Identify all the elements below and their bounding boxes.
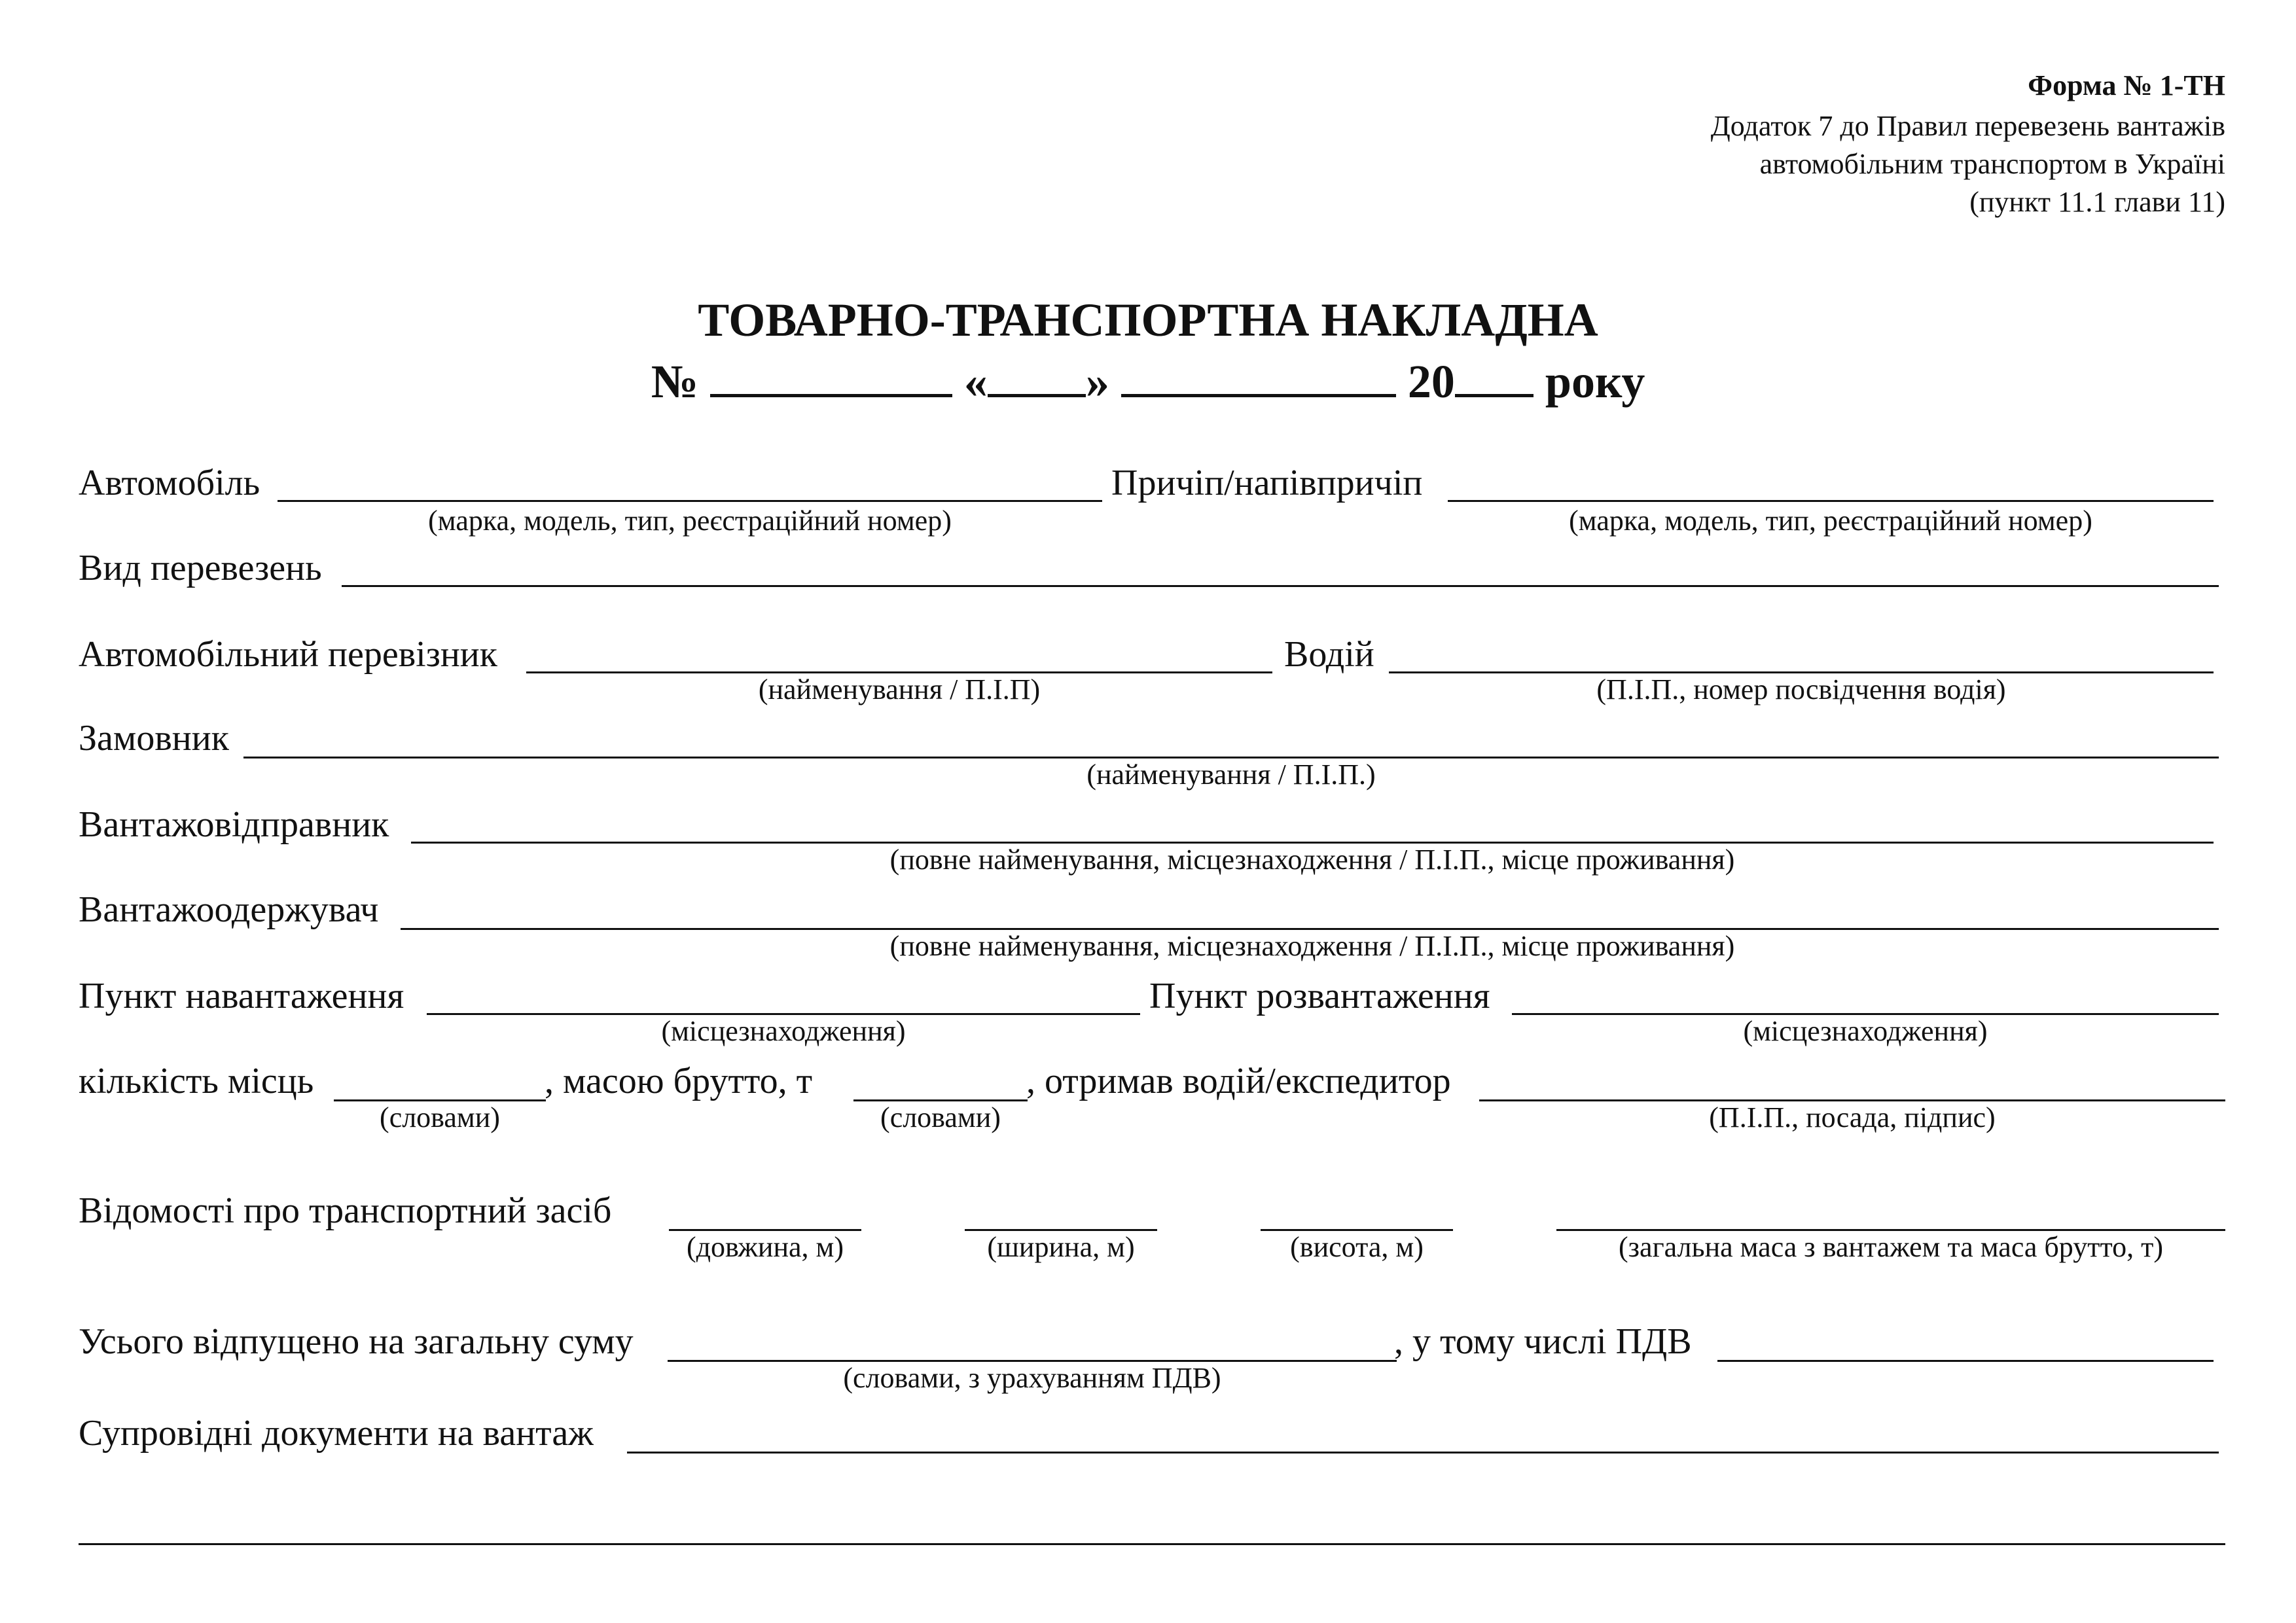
document-title: ТОВАРНО-ТРАНСПОРТНА НАКЛАДНА [698, 294, 1598, 346]
documents-extra-line[interactable] [79, 1543, 2225, 1545]
received-by-caption: (П.І.П., посада, підпис) [1709, 1101, 1996, 1133]
trailer-field[interactable] [1448, 500, 2214, 502]
documents-label: Супровідні документи на вантаж [79, 1413, 594, 1454]
consignee-caption: (повне найменування, місцезнаходження / П.І.П., місце проживання) [889, 930, 1735, 962]
carrier-label: Автомобільний перевізник [79, 634, 497, 675]
vehicle-height-caption: (висота, м) [1290, 1231, 1424, 1263]
vat-field[interactable] [1717, 1360, 2214, 1362]
carrier-caption: (найменування / П.І.П) [758, 673, 1041, 705]
vehicle-mass-caption: (загальна маса з вантажем та маса брутто, т) [1619, 1231, 2163, 1263]
vehicle-width-caption: (ширина, м) [987, 1231, 1135, 1263]
document-number-field[interactable] [710, 353, 952, 397]
trailer-label: Причіп/напівпричіп [1111, 463, 1423, 503]
unloading-point-label: Пункт розвантаження [1149, 976, 1490, 1016]
number-sign: № [651, 355, 698, 408]
month-field[interactable] [1121, 353, 1396, 397]
vehicle-label: Автомобіль [79, 463, 260, 503]
received-by-label: , отримав водій/експедитор [1026, 1061, 1451, 1101]
shipper-label: Вантажовідправник [79, 804, 389, 845]
appendix-line-3: (пункт 11.1 глави 11) [1969, 186, 2225, 218]
year-field[interactable] [1455, 353, 1534, 397]
total-sum-label: Усього відпущено на загальну суму [79, 1321, 634, 1362]
vehicle-info-label: Відомості про транспортний засіб [79, 1190, 612, 1231]
transport-type-label: Вид перевезень [79, 548, 322, 588]
document-number-line [0, 353, 2296, 410]
customer-label: Замовник [79, 718, 229, 758]
quote-open: « [963, 355, 988, 408]
loading-point-label: Пункт навантаження [79, 976, 404, 1016]
gross-weight-caption: (словами) [880, 1101, 1001, 1133]
unloading-point-caption: (місцезнаходження) [1743, 1015, 1988, 1047]
vat-label: , у тому числі ПДВ [1394, 1321, 1692, 1362]
quote-close: » [1085, 355, 1109, 408]
driver-caption: (П.І.П., номер посвідчення водія) [1596, 673, 2006, 705]
form-number: Форма № 1-ТН [2028, 69, 2225, 101]
places-count-label: кількість місць [79, 1061, 314, 1101]
customer-caption: (найменування / П.І.П.) [1086, 758, 1376, 791]
shipper-caption: (повне найменування, місцезнаходження / П.І.П., місце проживання) [889, 844, 1735, 876]
year-suffix: року [1545, 355, 1645, 408]
driver-label: Водій [1284, 634, 1374, 675]
loading-point-caption: (місцезнаходження) [661, 1015, 906, 1047]
vehicle-length-caption: (довжина, м) [686, 1231, 844, 1263]
transport-type-field[interactable] [342, 585, 2219, 587]
documents-field[interactable] [627, 1452, 2219, 1454]
appendix-line-2: автомобільним транспортом в Україні [1759, 148, 2225, 180]
vehicle-field[interactable] [278, 500, 1102, 502]
year-prefix: 20 [1407, 355, 1455, 408]
places-count-caption: (словами) [380, 1101, 500, 1133]
gross-weight-label: , масою брутто, т [545, 1061, 813, 1101]
trailer-caption: (марка, модель, тип, реєстраційний номер) [1569, 505, 2092, 537]
appendix-line-1: Додаток 7 до Правил перевезень вантажів [1710, 110, 2225, 142]
total-sum-caption: (словами, з урахуванням ПДВ) [843, 1362, 1221, 1394]
consignee-label: Вантажоодержувач [79, 889, 379, 930]
vehicle-caption: (марка, модель, тип, реєстраційний номер) [428, 505, 952, 537]
day-field[interactable] [988, 353, 1086, 397]
